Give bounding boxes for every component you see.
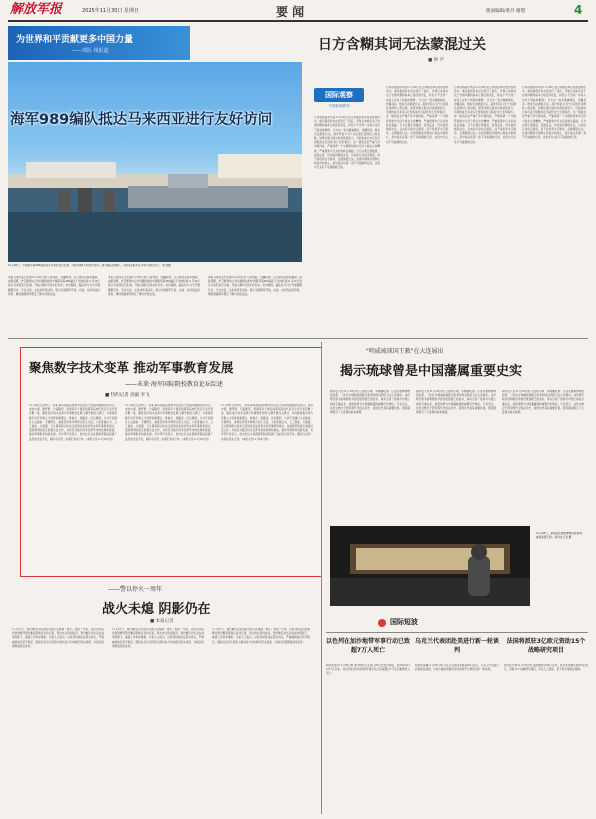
ryukyu-kicker: "明威琉球国王敕"在大连展出 bbox=[366, 348, 444, 355]
ryukyu-body-col3: 新华社大连11月29日电 记者郭宇靖、李晓鹏报道：记者从旅顺博物馆获悉，一件名为'明威琉球国王敕'的珍贵文物近日在大连展出。这件明代敕书是明朝皇帝颁给琉球国王的诏书，真实记录了琉球与中国之间的宗藩关系，是琉球曾为中国藩属国的重要历史物证。专家表示，这件文物对于研究明代中琉关系史、琉球历史具有重要价值。展览期间吸引了大量观众前来参观。 bbox=[502, 390, 584, 415]
forum-body-col3: 11月26日至28日，未来·海军国际院校教育论坛在大连海军舰艇学院举行。来自中国、俄罗斯、巴基斯坦、泰国等多个国家的海军院校代表及专家学者齐聚一堂，围绕'数字技术变革与军事教育发展'主题开展深入研讨，共同探索数字时代军事人才培养的新理念、新模式、新路径。论坛期间，与会代表通过主旨演讲、专题研讨、参观见学等多种形式深入交流。大家普遍认为，人工智能、大数据、云计算等新兴技术正深刻改变战争形态和军事教育模式，各国海军院校应加强交流合作，共同应对数字技术变革带来的机遇和挑战，推动军事教育创新发展。有外军代表表示，此次论坛为各国海军院校搭建了良好的交流平台，期待今后进一步深化务实合作。(本报大连11月29日电) bbox=[221, 404, 313, 441]
brief-item bbox=[415, 638, 499, 814]
issue-date: 2025年11月30日 星期日 bbox=[82, 8, 140, 14]
ceasefire-body-col1: 11月27日，黎巴嫩与以色列停火协议生效满一周年。然而一年来，以色列军队仍然频繁对黎巴嫩南部地区发动空袭，停火协议形同虚设。黎巴嫩民众生活在战争阴影下，重建工作举步维艰。分析人士指出，以色列持续违反停火协议，严重威胁地区和平稳定，国际社会应共同努力推动各方切实履行停火承诺，为地区局势降温创造条件。 bbox=[12, 628, 104, 648]
brief-title: 乌克兰代表团赴美进行新一轮谈判 bbox=[415, 638, 500, 654]
navy-body-col2: 本报马来西亚巴生港11月26日电 记者刘毅、何鑫报道：应马来西亚海军邀请，由驱逐舰、护卫舰和综合补给舰组成的中国海军第989编队于当地时间11月26日抵达马来西亚巴生港，开始为期4天的友好访问。访问期间，编队将与马方开展舰艇互访、专业交流、文化体育等活动，展示中国海军开放、自信、友好的良好形象，增进两国海军相互了解与传统友谊。 bbox=[108, 276, 200, 296]
ceasefire-body-col3: 11月27日，黎巴嫩与以色列停火协议生效满一周年。然而一年来，以色列军队仍然频繁对黎巴嫩南部地区发动空袭，停火协议形同虚设。黎巴嫩民众生活在战争阴影下，重建工作举步维艰。分析人士指出，以色列持续违反停火协议，严重威胁地区和平稳定，国际社会应共同努力推动各方切实履行停火承诺，为地区局势降温创造条件。 bbox=[212, 628, 310, 644]
ceasefire-byline: ■ 本报记者 bbox=[150, 619, 174, 624]
brief-title: 以色列在加沙地带军事行动已致超7万人死亡 bbox=[326, 638, 411, 654]
ryukyu-photo-caption: 11月28日，参观者在旅顺博物馆观看'明威琉球国王敕'。新华社记者 摄 bbox=[536, 532, 583, 539]
navy-visit-story bbox=[8, 26, 302, 336]
navy-body-col1: 本报马来西亚巴生港11月26日电 记者刘毅、何鑫报道：应马来西亚海军邀请，由驱逐舰、护卫舰和综合补给舰组成的中国海军第989编队于当地时间11月26日抵达马来西亚巴生港，开始为期4天的友好访问。访问期间，编队将与马方开展舰艇互访、专业交流、文化体育等活动，展示中国海军开放、自信、友好的良好形象，增进两国海军相互了解与传统友谊。 bbox=[8, 276, 100, 296]
column-badge bbox=[314, 88, 364, 112]
briefs-label-text: 国际短波 bbox=[390, 618, 418, 626]
page-number: 4 bbox=[574, 3, 583, 17]
column-badge-label: 国际观察 bbox=[314, 88, 364, 102]
ryukyu-body-col2: 新华社大连11月29日电 记者郭宇靖、李晓鹏报道：记者从旅顺博物馆获悉，一件名为'明威琉球国王敕'的珍贵文物近日在大连展出。这件明代敕书是明朝皇帝颁给琉球国王的诏书，真实记录了琉球与中国之间的宗藩关系，是琉球曾为中国藩属国的重要历史物证。专家表示，这件文物对于研究明代中琉关系史、琉球历史具有重要价值。展览期间吸引了大量观众前来参观。 bbox=[416, 390, 496, 415]
brief-body: 新华社加沙11月29日电 加沙地带卫生部门29日发表声明说，自2023年10月7日以来，以色列在加沙地带的军事行动已造成超过7万名巴勒斯坦人死亡。 bbox=[326, 664, 410, 676]
ceasefire-headline: 战火未熄 阴影仍在 bbox=[102, 602, 211, 617]
ceasefire-kicker: ——警以停火一周年 bbox=[108, 586, 163, 593]
brief-item bbox=[326, 638, 410, 814]
forum-body-col2: 11月26日至28日，未来·海军国际院校教育论坛在大连海军舰艇学院举行。来自中国、俄罗斯、巴基斯坦、泰国等多个国家的海军院校代表及专家学者齐聚一堂，围绕'数字技术变革与军事教育发展'主题开展深入研讨，共同探索数字时代军事人才培养的新理念、新模式、新路径。论坛期间，与会代表通过主旨演讲、专题研讨、参观见学等多种形式深入交流。大家普遍认为，人工智能、大数据、云计算等新兴技术正深刻改变战争形态和军事教育模式，各国海军院校应加强交流合作，共同应对数字技术变革带来的机遇和挑战，推动军事教育创新发展。有外军代表表示，此次论坛为各国海军院校搭建了良好的交流平台，期待今后进一步深化务实合作。(本报大连11月29日电) bbox=[125, 404, 213, 441]
column-badge-sub: 中国新闻系列 bbox=[328, 104, 350, 108]
brief-body: 新华社巴黎11月29日电 法国国防部29日宣布，将在未来数年拨款3亿欧元，资助15个战略研究项目，涉及人工智能、量子技术等前沿领域。 bbox=[504, 664, 588, 672]
ryukyu-photo bbox=[330, 526, 530, 606]
section-title: 要 闻 bbox=[276, 5, 305, 19]
museum-display-scene bbox=[330, 526, 530, 606]
harbor-scene bbox=[8, 62, 302, 262]
navy-headline: 海军989编队抵达马来西亚进行友好访问 bbox=[10, 112, 273, 128]
banner-title: 为世界和平贡献更多中国力量 bbox=[16, 35, 134, 45]
newspaper-logo: 解放军报 bbox=[10, 2, 63, 17]
ceasefire-story bbox=[8, 582, 314, 814]
forum-subhead: ——未来·海军国际院校教育论坛综述 bbox=[125, 381, 223, 388]
briefs-divider bbox=[326, 632, 588, 633]
navy-body-col3: 本报马来西亚巴生港11月26日电 记者刘毅、何鑫报道：应马来西亚海军邀请，由驱逐舰、护卫舰和综合补给舰组成的中国海军第989编队于当地时间11月26日抵达马来西亚巴生港，开始为期4天的友好访问。访问期间，编队将与马方开展舰艇互访、专业交流、文化体育等活动，展示中国海军开放、自信、友好的良好形象，增进两国海军相互了解与传统友谊。 bbox=[208, 276, 302, 296]
ceasefire-body-col2: 11月27日，黎巴嫩与以色列停火协议生效满一周年。然而一年来，以色列军队仍然频繁对黎巴嫩南部地区发动空袭，停火协议形同虚设。黎巴嫩民众生活在战争阴影下，重建工作举步维艰。分析人士指出，以色列持续违反停火协议，严重威胁地区和平稳定，国际社会应共同努力推动各方切实履行停火承诺，为地区局势降温创造条件。 bbox=[112, 628, 204, 648]
ryukyu-story bbox=[326, 342, 588, 612]
divider-vertical bbox=[321, 342, 322, 814]
forum-byline: ■ 特约记者 高毅 李飞 bbox=[105, 393, 150, 398]
ryukyu-body-col1: 新华社大连11月29日电 记者郭宇靖、李晓鹏报道：记者从旅顺博物馆获悉，一件名为'明威琉球国王敕'的珍贵文物近日在大连展出。这件明代敕书是明朝皇帝颁给琉球国王的诏书，真实记录了琉球与中国之间的宗藩关系，是琉球曾为中国藩属国的重要历史物证。专家表示，这件文物对于研究明代中琉关系史、琉球历史具有重要价值。展览期间吸引了大量观众前来参观。 bbox=[330, 390, 410, 415]
brief-title: 法国将派驻3亿欧元资助15个战略研究项目 bbox=[506, 638, 586, 654]
page-editor: 版面编辑/黄丹 谢璟 bbox=[486, 9, 525, 14]
japan-commentary bbox=[306, 26, 588, 336]
briefs-label-marker bbox=[378, 619, 386, 627]
brief-body: 新华社基辅11月29日电 乌克兰总统泽连斯基29日表示，乌克兰代表团已启程前往美国，与美方就结束俄乌冲突的和平计划进行新一轮谈判。 bbox=[415, 664, 499, 672]
divider-top bbox=[8, 338, 588, 339]
forum-body-col1: 11月26日至28日，未来·海军国际院校教育论坛在大连海军舰艇学院举行。来自中国、俄罗斯、巴基斯坦、泰国等多个国家的海军院校代表及专家学者齐聚一堂，围绕'数字技术变革与军事教育发展'主题开展深入研讨，共同探索数字时代军事人才培养的新理念、新模式、新路径。论坛期间，与会代表通过主旨演讲、专题研讨、参观见学等多种形式深入交流。大家普遍认为，人工智能、大数据、云计算等新兴技术正深刻改变战争形态和军事教育模式，各国海军院校应加强交流合作，共同应对数字技术变革带来的机遇和挑战，推动军事教育创新发展。有外军代表表示，此次论坛为各国海军院校搭建了良好的交流平台，期待今后进一步深化务实合作。(本报大连11月29日电) bbox=[29, 404, 117, 441]
ryukyu-headline: 揭示琉球曾是中国藩属重要史实 bbox=[340, 364, 523, 379]
navy-banner bbox=[8, 26, 190, 60]
navy-photo-caption: 11月26日，中国海军第989编队抵达马来西亚巴生港，开始为期4天的友好访问。图为编队抵港时，马来西亚海军官兵举行欢迎仪式。 刘 毅摄 bbox=[8, 264, 171, 267]
masthead bbox=[0, 0, 596, 22]
navy-photo bbox=[8, 62, 302, 262]
header-rule bbox=[8, 20, 588, 22]
brief-item bbox=[504, 638, 588, 814]
japan-body-col1: 日本首相高市早苗11月26日在日本国会举行的党首辩论中，就其错误涉台言论进行了回应，声称日本政府关于台湾问题的基本立场没有改变，并表示'不会进一步深入讨论个别具体事例'。日方这一表态避重就轻、含糊其词，根本无法蒙混过关。高市早苗11月7日在国会答辩时公然宣称，如果中国大陆对台湾使用武力，可能构成日本可以行使集体自卫权的'存亡危机事态'。这一错误言论严重干涉中国内政，严重违背一个中国原则和中日四个政治文件精神，严重损害中日关系的政治基础。日方必须正视错误、深刻反省，切实收回错误言论，以实际行动纠正错误，而不是玩弄文字游戏、企图蒙混过关。台湾问题是中国核心利益中的核心，是中美关系第一条不可逾越的红线，也是中日关系不可逾越的红线。 bbox=[314, 116, 380, 170]
japan-byline: ■ 钟 声 bbox=[428, 58, 445, 63]
japan-headline: 日方含糊其词无法蒙混过关 bbox=[318, 37, 486, 53]
banner-subtitle: ——部队 线报道 bbox=[72, 48, 109, 54]
international-briefs bbox=[326, 616, 588, 814]
education-forum-story bbox=[20, 347, 322, 577]
japan-body-col3: 日本首相高市早苗11月26日在日本国会举行的党首辩论中，就其错误涉台言论进行了回应，声称日本政府关于台湾问题的基本立场没有改变，并表示'不会进一步深入讨论个别具体事例'。日方这一表态避重就轻、含糊其词，根本无法蒙混过关。高市早苗11月7日在国会答辩时公然宣称，如果中国大陆对台湾使用武力，可能构成日本可以行使集体自卫权的'存亡危机事态'。这一错误言论严重干涉中国内政，严重违背一个中国原则和中日四个政治文件精神，严重损害中日关系的政治基础。日方必须正视错误、深刻反省，切实收回错误言论，以实际行动纠正错误，而不是玩弄文字游戏、企图蒙混过关。台湾问题是中国核心利益中的核心，是中美关系第一条不可逾越的红线，也是中日关系不可逾越的红线。 bbox=[454, 86, 516, 144]
japan-body-col4: 日本首相高市早苗11月26日在日本国会举行的党首辩论中，就其错误涉台言论进行了回应，声称日本政府关于台湾问题的基本立场没有改变，并表示'不会进一步深入讨论个别具体事例'。日方这一表态避重就轻、含糊其词，根本无法蒙混过关。高市早苗11月7日在国会答辩时公然宣称，如果中国大陆对台湾使用武力，可能构成日本可以行使集体自卫权的'存亡危机事态'。这一错误言论严重干涉中国内政，严重违背一个中国原则和中日四个政治文件精神，严重损害中日关系的政治基础。日方必须正视错误、深刻反省，切实收回错误言论，以实际行动纠正错误，而不是玩弄文字游戏、企图蒙混过关。台湾问题是中国核心利益中的核心，是中美关系第一条不可逾越的红线，也是中日关系不可逾越的红线。 bbox=[522, 86, 586, 140]
japan-body-col2: 日本首相高市早苗11月26日在日本国会举行的党首辩论中，就其错误涉台言论进行了回应，声称日本政府关于台湾问题的基本立场没有改变，并表示'不会进一步深入讨论个别具体事例'。日方这一表态避重就轻、含糊其词，根本无法蒙混过关。高市早苗11月7日在国会答辩时公然宣称，如果中国大陆对台湾使用武力，可能构成日本可以行使集体自卫权的'存亡危机事态'。这一错误言论严重干涉中国内政，严重违背一个中国原则和中日四个政治文件精神，严重损害中日关系的政治基础。日方必须正视错误、深刻反省，切实收回错误言论，以实际行动纠正错误，而不是玩弄文字游戏、企图蒙混过关。台湾问题是中国核心利益中的核心，是中美关系第一条不可逾越的红线，也是中日关系不可逾越的红线。 bbox=[386, 86, 448, 144]
forum-headline: 聚焦数字技术变革 推动军事教育发展 bbox=[29, 360, 234, 375]
